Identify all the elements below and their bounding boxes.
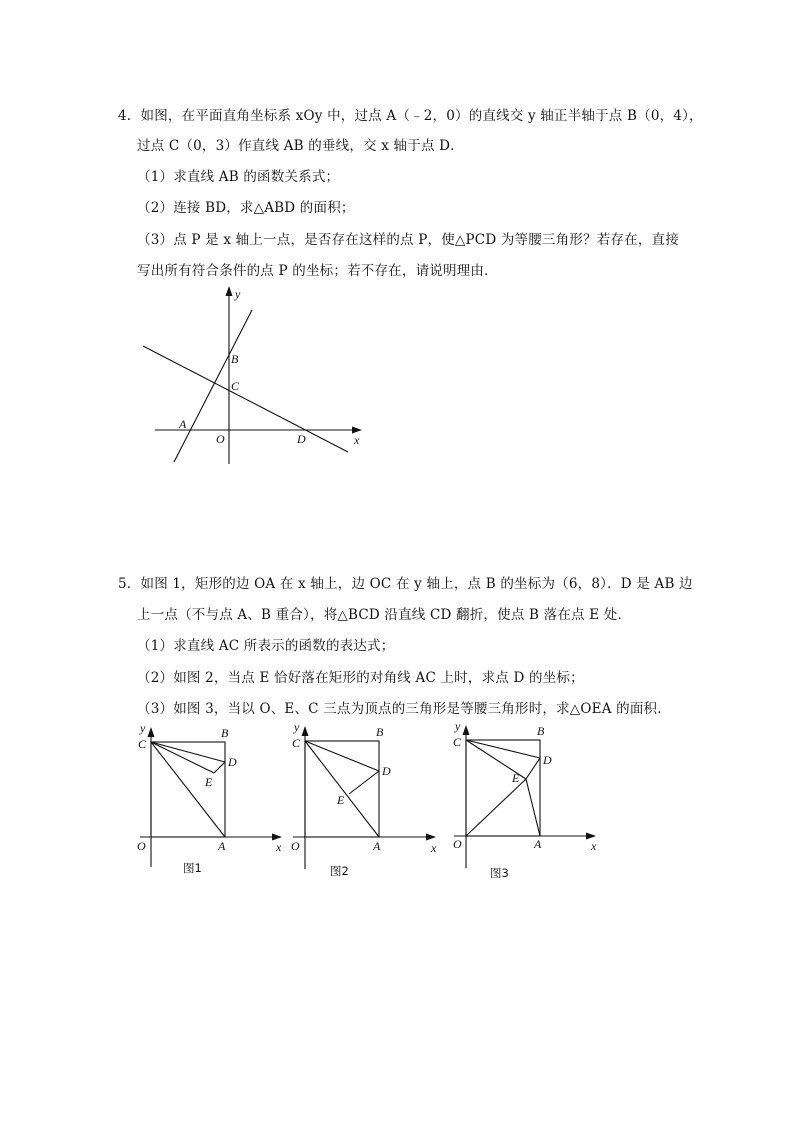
fig2-segment-ed bbox=[349, 771, 379, 794]
fig2-x-arrow bbox=[426, 834, 436, 841]
fig1-label-y: y bbox=[140, 721, 146, 735]
q5-line-2: 上一点（不与点 A、B 重合），将△BCD 沿直线 CD 翻折，使点 B 落在点 E 处． bbox=[137, 607, 632, 623]
q5-figures bbox=[0, 700, 794, 900]
q5-figure-2 bbox=[291, 720, 437, 878]
fig1-label-E: E bbox=[205, 775, 213, 789]
fig3-label-B: B bbox=[537, 724, 545, 738]
q4-label-A: A bbox=[179, 417, 187, 431]
fig3-segment-oe bbox=[466, 779, 526, 836]
q4-label-O: O bbox=[216, 432, 225, 446]
fig3-label-D: D bbox=[543, 753, 552, 767]
fig1-label-O: O bbox=[137, 839, 146, 853]
fig2-diagonal-ca bbox=[305, 741, 379, 837]
q4-part-2: （2）连接 BD，求△ABD 的面积； bbox=[137, 200, 355, 216]
fig2-label-y: y bbox=[294, 720, 300, 734]
fig2-label-x: x bbox=[431, 841, 437, 855]
q5-part-2: （2）如图 2，当点 E 恰好落在矩形的对角线 AC 上时，求点 D 的坐标； bbox=[137, 670, 584, 686]
fig2-caption: 图2 bbox=[330, 864, 349, 878]
fig3-label-C: C bbox=[453, 735, 462, 749]
fig3-rectangle bbox=[466, 740, 540, 836]
q4-part-1: （1）求直线 AB 的函数关系式； bbox=[137, 169, 340, 185]
fig1-label-C: C bbox=[138, 737, 147, 751]
fig1-caption: 图1 bbox=[183, 861, 202, 875]
q5-line-1: 5．如图 1，矩形的边 OA 在 x 轴上，边 OC 在 y 轴上，点 B 的坐标为（6，8）．D 是 AB 边 bbox=[118, 576, 693, 592]
fig2-label-D: D bbox=[382, 764, 391, 778]
fig1-y-arrow bbox=[148, 727, 155, 737]
fig3-label-x: x bbox=[591, 839, 597, 853]
fig1-segment-ed bbox=[214, 762, 225, 773]
q4-line-ab bbox=[174, 310, 252, 462]
q5-figure-3 bbox=[453, 719, 597, 880]
fig3-label-A: A bbox=[534, 837, 542, 851]
fig3-segment-ea bbox=[526, 779, 540, 836]
q4-y-arrow bbox=[226, 286, 233, 296]
fig3-label-E: E bbox=[512, 771, 520, 785]
fig1-segment-ce bbox=[151, 742, 214, 773]
fig1-diagonal-ca bbox=[151, 742, 225, 837]
q4-label-B: B bbox=[231, 352, 239, 366]
q5-part-3: （3）如图 3，当以 O、E、C 三点为顶点的三角形是等腰三角形时，求△OEA 的面积． bbox=[137, 701, 671, 717]
fig2-label-E: E bbox=[337, 793, 345, 807]
q4-line-1: 4．如图，在平面直角坐标系 xOy 中，过点 A（﹣2，0）的直线交 y 轴正半轴于点 B（0，4）， bbox=[118, 108, 703, 124]
fig1-segment-cd bbox=[151, 742, 225, 762]
q4-label-D: D bbox=[297, 432, 306, 446]
q5-part-1: （1）求直线 AC 所表示的函数的表达式； bbox=[137, 638, 395, 654]
fig3-y-arrow bbox=[463, 725, 470, 735]
fig3-caption: 图3 bbox=[490, 866, 509, 880]
q4-part-3-cont: 写出所有符合条件的点 P 的坐标；若不存在，请说明理由． bbox=[137, 263, 498, 279]
fig1-label-x: x bbox=[276, 840, 282, 854]
fig1-label-A: A bbox=[218, 839, 226, 853]
fig2-label-O: O bbox=[291, 839, 300, 853]
q4-line-2: 过点 C（0，3）作直线 AB 的垂线，交 x 轴于点 D． bbox=[137, 138, 464, 154]
fig3-segment-ed bbox=[526, 758, 540, 779]
fig1-label-D: D bbox=[228, 755, 237, 769]
fig2-y-arrow bbox=[302, 726, 309, 736]
fig1-label-B: B bbox=[221, 726, 229, 740]
fig3-label-y: y bbox=[455, 719, 461, 733]
fig3-segment-cd bbox=[466, 740, 540, 758]
q4-line-cd bbox=[143, 346, 348, 452]
fig3-label-O: O bbox=[453, 837, 462, 851]
q4-figure bbox=[0, 0, 794, 520]
q4-part-3: （3）点 P 是 x 轴上一点，是否存在这样的点 P，使△PCD 为等腰三角形？若存在，直接 bbox=[137, 232, 679, 248]
q4-label-x: x bbox=[354, 433, 360, 447]
q4-label-C: C bbox=[231, 379, 240, 393]
q4-label-y: y bbox=[235, 287, 241, 301]
fig2-label-C: C bbox=[292, 736, 301, 750]
fig2-label-B: B bbox=[376, 725, 384, 739]
fig2-label-A: A bbox=[373, 839, 381, 853]
q5-figure-1 bbox=[137, 721, 282, 875]
